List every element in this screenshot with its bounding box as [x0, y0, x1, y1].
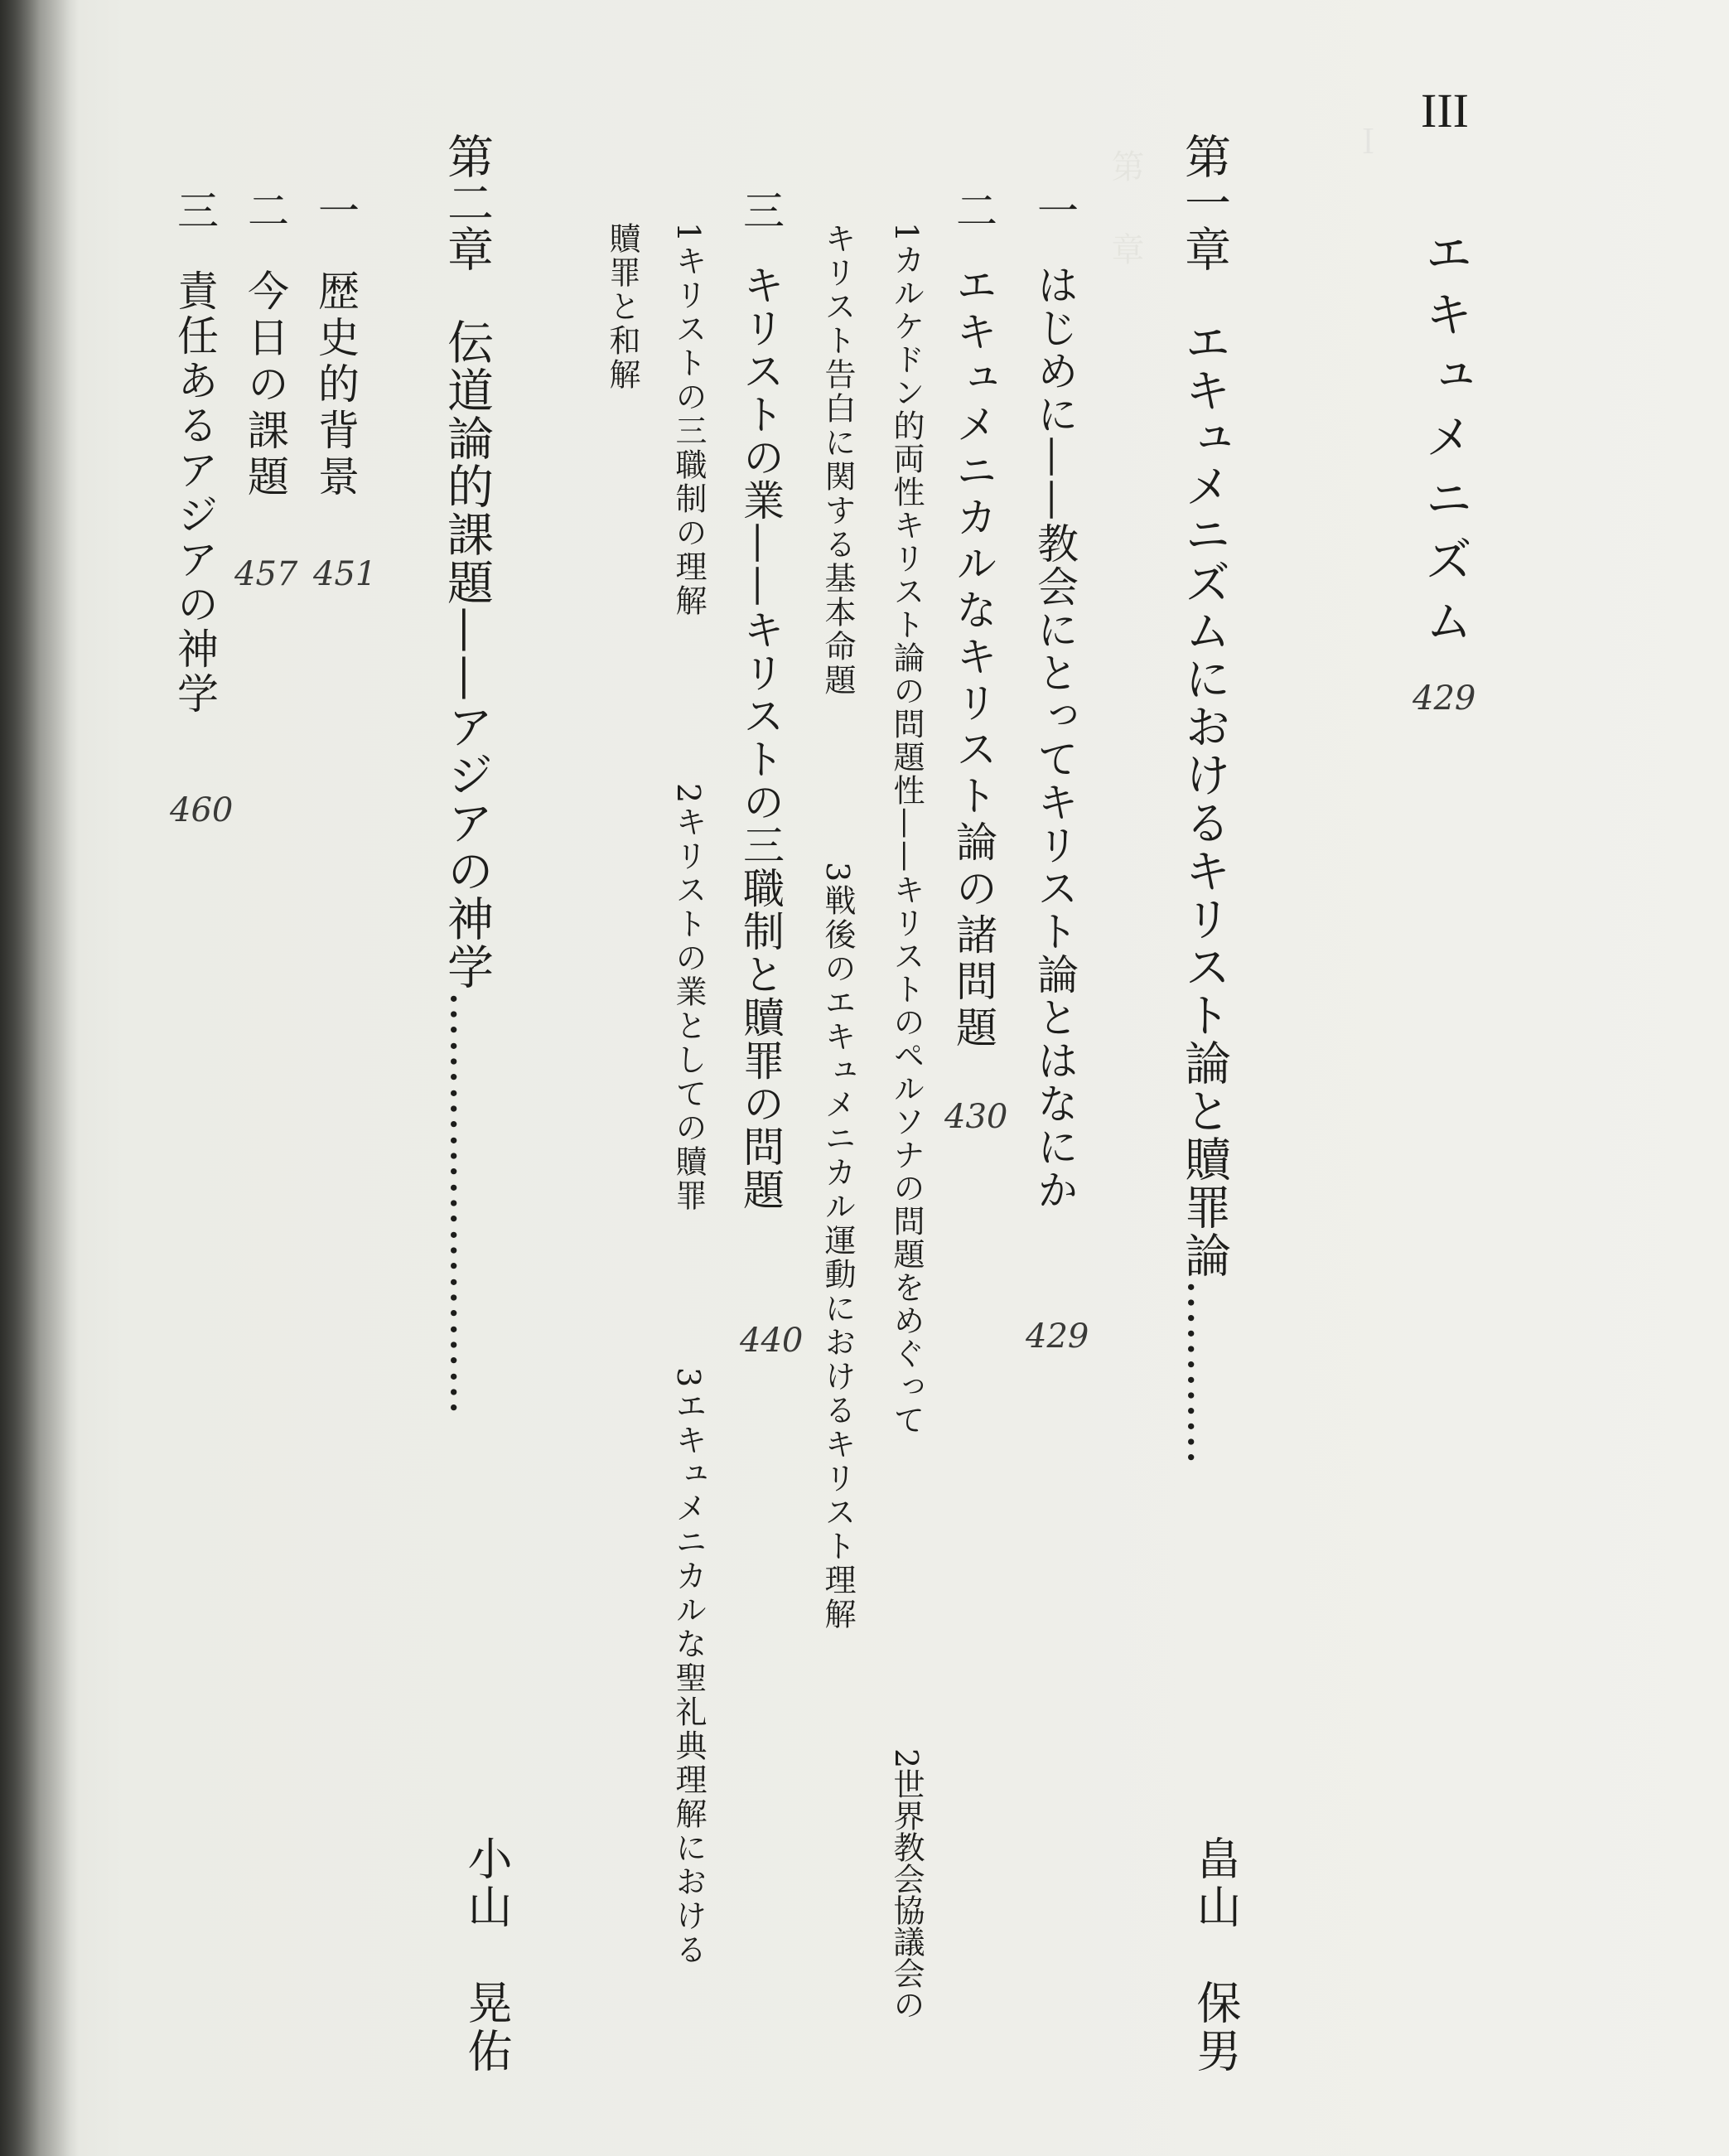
- ch1-sec3-sub1: 1キリストの三職制の理解: [670, 222, 707, 619]
- part-title: エキュメニズム: [1417, 228, 1473, 657]
- chapter2-leader: ………………………: [440, 991, 494, 1416]
- chapter1-leader: …………: [1177, 1279, 1231, 1465]
- ch1-sec2-title: エキュメニカルなキリスト論の諸問題: [949, 263, 997, 1052]
- chapter1-label: 第一章: [1177, 133, 1231, 272]
- chapter2-author: 小山 晃佑: [461, 1835, 513, 2076]
- ch2-sec1-title: 歴史的背景: [312, 269, 360, 501]
- ch2-sec1-num: 一: [312, 189, 360, 230]
- chapter1-title: エキュメニズムにおけるキリスト論と贖罪論: [1177, 318, 1231, 1279]
- ch2-sec2-num: 二: [241, 189, 289, 230]
- part-numeral: III: [1421, 84, 1469, 138]
- show-through-text: [1342, 124, 1389, 580]
- ch1-sec3-sub2: 2キリストの業としての贖罪: [670, 783, 707, 1214]
- show-through-text: [1102, 149, 1149, 481]
- ch1-sec3-sub3: 3エキュメニカルな聖礼典理解における: [670, 1367, 707, 1968]
- ch1-sec2-num: 二: [949, 189, 997, 230]
- ch1-sec2-sub2: 2世界教会協議会の: [888, 1748, 925, 2021]
- ch2-sec3-title: 責任あるアジアの神学: [171, 269, 219, 717]
- ch1-sec3-title: キリストの業——キリストの三職制と贖罪の問題: [737, 263, 785, 1211]
- chapter1-heading: [1177, 133, 1231, 1465]
- ch1-sec1-num: 一: [1031, 189, 1079, 230]
- ch1-sec3-num: 三: [737, 189, 785, 230]
- ch2-sec2-page: 457: [234, 555, 298, 593]
- ch2-sec3-page: 460: [170, 791, 234, 829]
- ch1-sec2-sub2-cont: キリスト告白に関する基本命題: [819, 222, 856, 698]
- ch1-sec1-title: はじめに——教会にとってキリスト論とはなにか: [1031, 263, 1079, 1211]
- part-page: 429: [1413, 679, 1476, 718]
- ch1-sec3-sub3-cont: 贖罪と和解: [604, 222, 640, 392]
- chapter2-label: 第二章: [440, 133, 494, 272]
- ch1-sec3-page: 440: [740, 1322, 804, 1360]
- ch1-sec2-page: 430: [944, 1098, 1008, 1136]
- ch1-sec2-sub3: 3戦後のエキュメニカル運動におけるキリスト理解: [819, 862, 856, 1632]
- book-gutter-shadow: [0, 0, 79, 2156]
- ch2-sec3-num: 三: [171, 189, 219, 230]
- ch2-sec1-page: 451: [313, 555, 377, 593]
- ch2-sec2-title: 今日の課題: [241, 269, 289, 501]
- ch1-sec1-page: 429: [1026, 1317, 1089, 1356]
- chapter2-heading: [440, 133, 494, 1416]
- chapter1-author: 畠山 保男: [1190, 1835, 1242, 2076]
- ch1-sec2-sub1: 1カルケドン的両性キリスト論の問題性——キリストのペルソナの問題をめぐって: [888, 222, 925, 1438]
- chapter2-title: 伝道論的課題——アジアの神学: [440, 318, 494, 991]
